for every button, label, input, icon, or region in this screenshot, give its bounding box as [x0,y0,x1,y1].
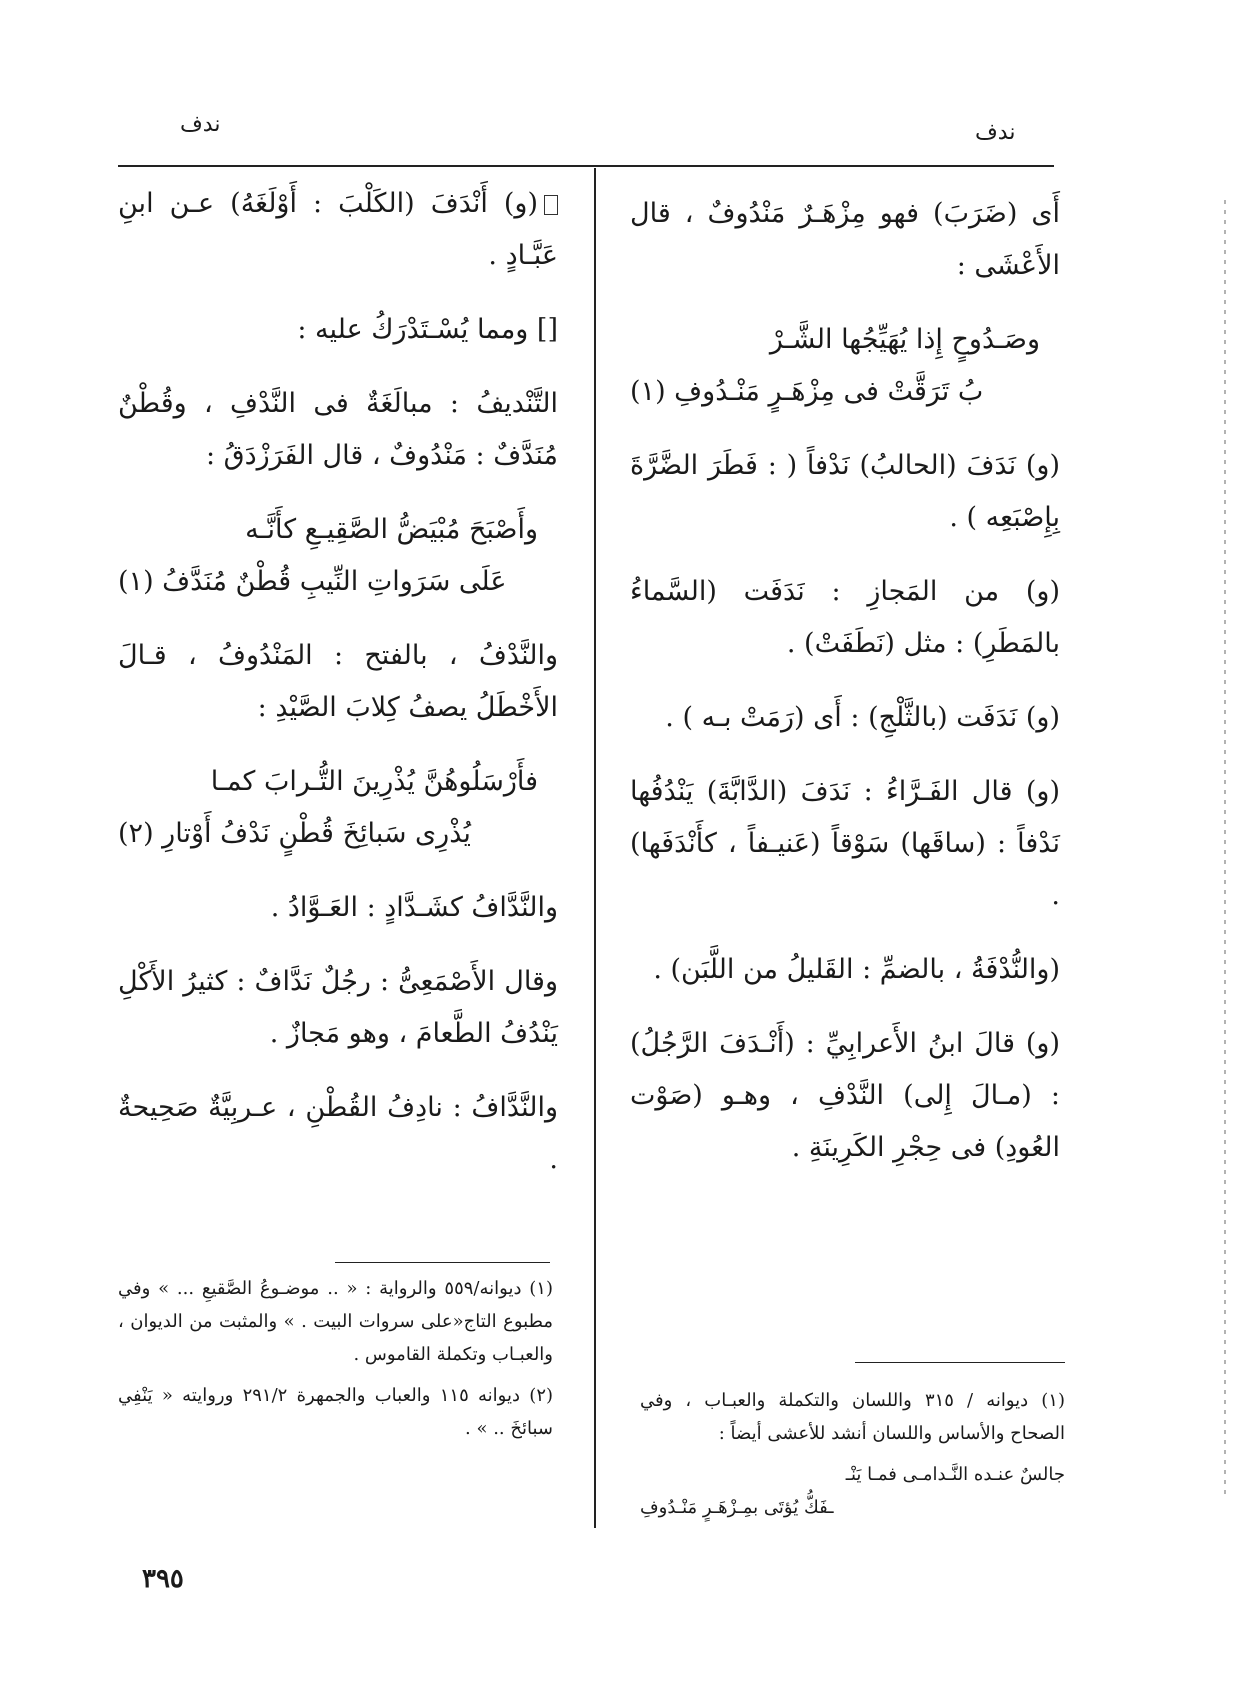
footnotes-left [118,1272,553,1453]
entry-paragraph: [] ومما يُسْـتَدْرَكُ عليه : [297,314,558,345]
column-divider [594,168,596,1528]
entry-paragraph: والنَّدَّافُ : نادِفُ القُطْنِ ، عـربِيَّةٌ صَحِيحةٌ . [118,1092,558,1175]
entry-paragraph: (و) قالَ ابنُ الأَعرابِيِّ : (أَنْـدَفَ الرَّجُلُ) : (مـالَ إِلى) النَّدْفِ ، وهـو (صَوْت العُودِ) فى حِجْرِ الكَرِينَةِ . [630,1028,1060,1163]
verse-hemistich: عَلَى سَرَواتِ النِّيبِ قُطْنٌ مُنَدَّفُ (١) [118,566,507,597]
footnote: (٢) ديوانه ١١٥ والعباب والجمهرة ٢٩١/٢ وروايته « يَنْفِي سبائخَ .. » . [118,1385,554,1439]
verse-hemistich: جالسٌ عنـده النَّـدامـى فمـا يَنْـ [845,1464,1065,1485]
verse [118,504,558,608]
running-headword-left: ندف [180,112,221,137]
verse-hemistich: فأَرْسَلُوهُنَّ يُذْرِينَ التُّـرابَ كمـا [210,766,538,797]
entry-paragraph: التَّنْديفُ : مبالَغَةٌ فى النَّدْفِ ، وقُطْنٌ مُنَدَّفٌ : مَنْدُوفٌ ، قال الفَرَزْدَقُ : [118,388,558,471]
footnote-rule [335,1262,550,1263]
entry-paragraph: والنَّدْفُ ، بالفتح : المَنْدُوفُ ، قـالَ الأَخْطَلُ يصفُ كِلابَ الصَّيْدِ : [118,640,558,723]
left-column [118,178,558,1208]
footnotes-right [640,1384,1065,1524]
entry-paragraph: (و) قال الفَـرَّاءُ : نَدَفَ (الدَّابَّةَ) يَنْدُفُها نَدْفاً : (ساقَها) سَوْقاً (عَنيـفاً ، كأَنْدَفَها) . [630,776,1060,911]
verse [630,314,1060,418]
running-headword-right: ندف [975,120,1016,145]
verse-hemistich: وأَصْبَحَ مُبْيَضُّ الصَّقِيـعِ كأَنَّـه [245,514,538,545]
verse-hemistich: يُذْرِى سَبائِخَ قُطْنٍ نَدْفُ أَوْتارِ (٢) [118,818,471,849]
entry-text: (و) أَنْدَفَ (الكَلْبَ : أَوْلَغَهُ) عـن ابنِ عَبَّـادٍ . [118,188,558,271]
entry-paragraph: أَى (ضَرَبَ) فهو مِزْهَـرٌ مَنْدُوفٌ ، قال الأَعْشَى : [630,198,1060,281]
bracket-mark-icon [544,195,558,215]
right-column [630,188,1060,1196]
footnote: (١) ديوانه / ٣١٥ واللسان والتكملة والعبـاب ، وفي الصحاح والأساس واللسان أنشد للأعشى أيضاً : [640,1390,1065,1444]
entry-paragraph: (والنُّدْفَةُ ، بالضمِّ : القَليلُ من اللَّبَن) . [653,954,1060,985]
footnote-verse [640,1458,1065,1524]
verse [118,756,558,860]
entry-paragraph: (و) نَدَفَت (بالثَّلْجِ) : أَى (رَمَتْ بـه ) . [665,702,1060,733]
verse-hemistich: ـفَكُّ يُؤتَى بمِـزْهَـرٍ مَنْـدُوفِ [640,1497,834,1518]
header-rule [118,165,1054,167]
entry-paragraph: (و) من المَجازِ : نَدَفَت (السَّماءُ بالمَطَرِ) : مثل (نَطَفَتْ) . [630,576,1060,659]
verse-hemistich: بُ تَرَقَّتْ فى مِزْهَـرٍ مَنْـدُوفِ (١) [630,376,984,407]
entry-paragraph: وقال الأَصْمَعِىُّ : رجُلٌ نَدَّافٌ : كثيرُ الأَكْلِ يَنْدُفُ الطَّعامَ ، وهو مَجازٌ . [118,966,558,1049]
page-edge-marks [1224,200,1226,1500]
entry-paragraph: والنَّدَّافُ كشَـدَّادٍ : العَـوَّادُ . [270,892,558,923]
footnote-rule [855,1362,1065,1363]
page-number: ٣٩٥ [142,1564,184,1594]
entry-paragraph: (و) نَدَفَ (الحالبُ) نَدْفاً ( : فَطَرَ الضَّرَّةَ بِإِصْبَعِه ) . [630,450,1060,533]
verse-hemistich: وصَـدُوحٍ إِذا يُهَيِّجُها الشَّـرْ [769,324,1040,355]
footnote: (١) ديوانه/٥٥٩ والرواية : « .. موضـوعُ الصَّقيعِ ... » وفي مطبوع التاج«على سروات البيت . » والمثبت من الديوان ، والعبـاب وتكملة القاموس . [118,1278,553,1365]
entry-paragraph [118,178,558,282]
